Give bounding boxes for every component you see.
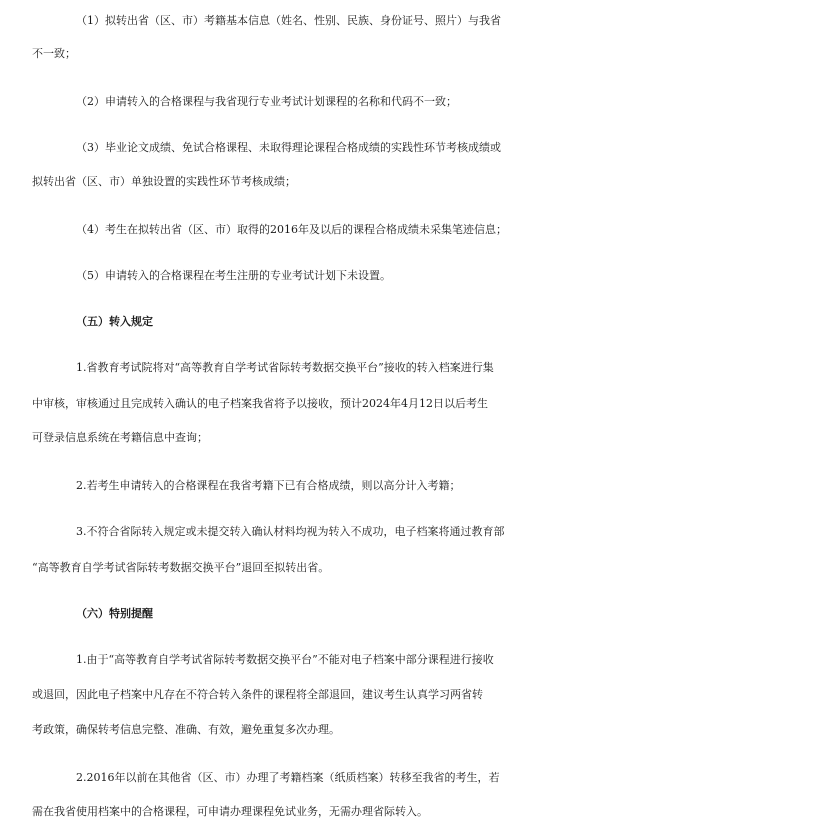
text-line-cond3-b: 拟转出省（区、市）单独设置的实践性环节考核成绩； [32, 175, 296, 188]
text-line-cond4: （4）考生在拟转出省（区、市）取得的2016年及以后的课程合格成绩未采集笔迹信息； [76, 223, 507, 236]
text-line-rule3-a: 3.不符合省际转入规定或未提交转入确认材料均视为转入不成功，电子档案将通过教育部 [76, 525, 505, 538]
text-line-cond1-a: （1）拟转出省（区、市）考籍基本信息（姓名、性别、民族、身份证号、照片）与我省 [76, 14, 501, 27]
text-line-reminder1-b: 或退回，因此电子档案中凡存在不符合转入条件的课程将全部退回，建议考生认真学习两省转 [32, 688, 483, 701]
text-line-cond1-b: 不一致； [32, 47, 76, 60]
text-line-cond3-a: （3）毕业论文成绩、免试合格课程、未取得理论课程合格成绩的实践性环节考核成绩或 [76, 141, 501, 154]
text-line-reminder2-b: 需在我省使用档案中的合格课程，可申请办理课程免试业务，无需办理省际转入。 [32, 805, 428, 818]
text-line-cond5: （5）申请转入的合格课程在考生注册的专业考试计划下未设置。 [76, 269, 391, 282]
text-line-rule1-b: 中审核，审核通过且完成转入确认的电子档案我省将予以接收，预计2024年4月12日以后考生 [32, 397, 488, 410]
section-heading-special-reminder: （六）特别提醒 [76, 607, 153, 620]
text-line-reminder2-a: 2.2016年以前在其他省（区、市）办理了考籍档案（纸质档案）转移至我省的考生，若 [76, 771, 500, 784]
text-line-reminder1-c: 考政策，确保转考信息完整、准确、有效，避免重复多次办理。 [32, 723, 340, 736]
text-line-rule2: 2.若考生申请转入的合格课程在我省考籍下已有合格成绩，则以高分计入考籍； [76, 479, 461, 492]
text-line-rule1-a: 1.省教育考试院将对“高等教育自学考试省际转考数据交换平台”接收的转入档案进行集 [76, 361, 494, 374]
text-line-rule3-b: “高等教育自学考试省际转考数据交换平台”退回至拟转出省。 [32, 561, 330, 574]
section-heading-transfer-rules: （五）转入规定 [76, 315, 153, 328]
text-line-cond2: （2）申请转入的合格课程与我省现行专业考试计划课程的名称和代码不一致； [76, 95, 457, 108]
text-line-reminder1-a: 1.由于“高等教育自学考试省际转考数据交换平台”不能对电子档案中部分课程进行接收 [76, 653, 494, 666]
text-line-rule1-c: 可登录信息系统在考籍信息中查询； [32, 431, 208, 444]
